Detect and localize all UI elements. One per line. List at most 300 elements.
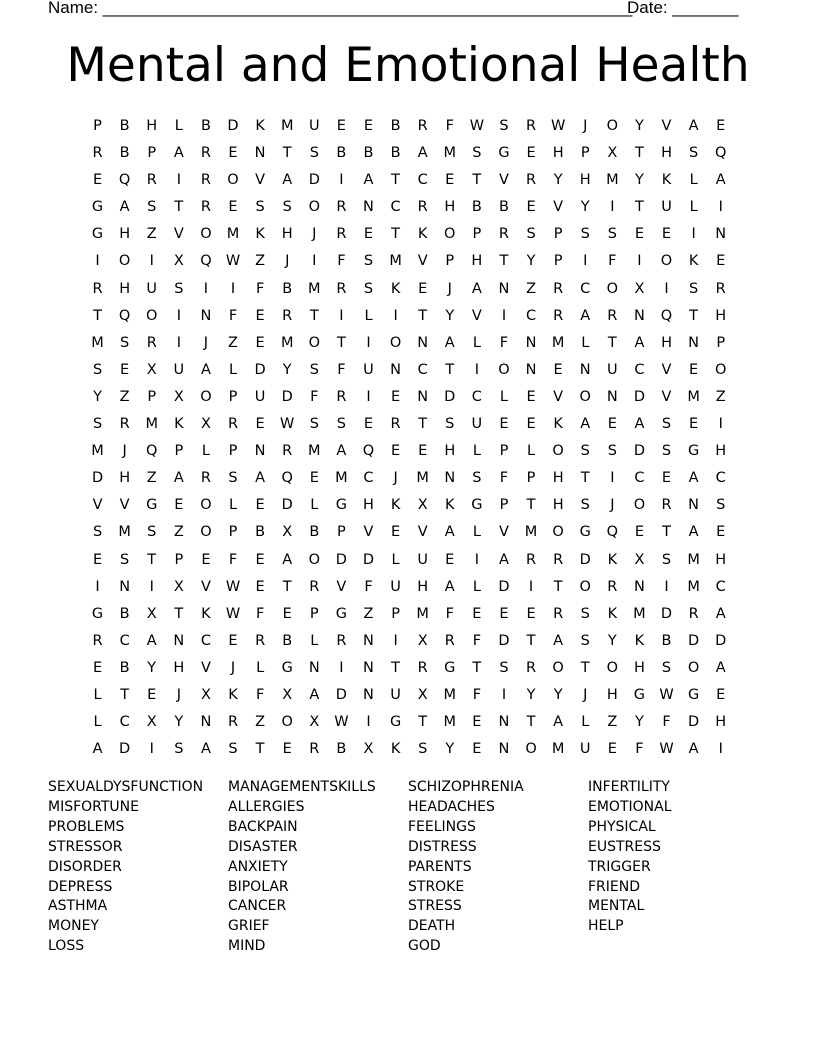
word-bank bbox=[48, 778, 768, 957]
grid-letter: E bbox=[255, 497, 265, 514]
grid-letter: K bbox=[201, 605, 211, 622]
word-bank-item: STRESSOR bbox=[48, 838, 123, 855]
grid-letter: K bbox=[445, 497, 455, 514]
grid-letter: M bbox=[91, 334, 104, 351]
grid-letter: R bbox=[715, 280, 726, 297]
grid-letter: N bbox=[417, 334, 429, 351]
grid-letter: L bbox=[472, 524, 481, 541]
grid-letter: M bbox=[606, 172, 619, 189]
letter-grid bbox=[84, 113, 734, 763]
grid-row bbox=[84, 709, 734, 736]
grid-letter: Q bbox=[362, 443, 375, 460]
grid-letter: V bbox=[255, 172, 266, 189]
grid-letter: X bbox=[146, 361, 157, 378]
grid-letter: L bbox=[364, 307, 373, 324]
grid-letter: M bbox=[524, 524, 538, 541]
grid-row bbox=[84, 682, 734, 709]
grid-letter: I bbox=[501, 307, 507, 324]
grid-letter: M bbox=[280, 334, 294, 351]
grid-letter: C bbox=[471, 388, 482, 405]
grid-letter: O bbox=[308, 551, 320, 568]
grid-letter: O bbox=[281, 714, 293, 731]
grid-letter: R bbox=[390, 416, 401, 433]
grid-letter: A bbox=[200, 361, 211, 378]
grid-letter: C bbox=[634, 470, 645, 487]
grid-letter: H bbox=[633, 659, 645, 676]
grid-letter: R bbox=[444, 632, 455, 649]
grid-letter: S bbox=[580, 632, 590, 649]
grid-letter: E bbox=[255, 307, 265, 324]
grid-letter: H bbox=[552, 145, 564, 162]
word-bank-item: MONEY bbox=[48, 918, 99, 935]
grid-letter: U bbox=[607, 361, 618, 378]
page-title: Mental and Emotional Health bbox=[66, 38, 750, 93]
grid-letter: K bbox=[688, 253, 699, 270]
grid-letter: L bbox=[310, 632, 319, 649]
grid-letter: H bbox=[715, 551, 727, 568]
word-bank-item: PARENTS bbox=[408, 858, 472, 875]
grid-letter: T bbox=[634, 145, 644, 162]
grid-letter: P bbox=[174, 443, 184, 460]
grid-letter: R bbox=[417, 118, 428, 134]
grid-letter: W bbox=[280, 416, 295, 433]
grid-letter: E bbox=[309, 470, 319, 487]
grid-row bbox=[84, 655, 734, 682]
grid-letter: K bbox=[553, 416, 563, 433]
grid-letter: E bbox=[716, 118, 726, 134]
grid-letter: V bbox=[661, 118, 672, 134]
grid-letter: B bbox=[119, 659, 130, 676]
grid-letter: T bbox=[607, 334, 617, 351]
grid-letter: S bbox=[309, 416, 319, 433]
grid-letter: I bbox=[501, 686, 507, 703]
grid-letter: I bbox=[149, 253, 154, 270]
grid-row bbox=[84, 519, 734, 546]
word-column bbox=[408, 778, 588, 957]
grid-letter: I bbox=[474, 361, 479, 378]
grid-letter: X bbox=[282, 686, 293, 703]
grid-letter: Y bbox=[93, 388, 102, 405]
grid-letter: E bbox=[526, 388, 536, 405]
grid-letter: L bbox=[310, 497, 319, 514]
grid-letter: R bbox=[309, 578, 320, 595]
grid-letter: M bbox=[687, 578, 700, 595]
word-column bbox=[48, 778, 228, 957]
grid-letter: G bbox=[91, 226, 104, 243]
grid-letter: D bbox=[281, 497, 293, 514]
word-bank-item: FRIEND bbox=[588, 878, 641, 895]
grid-letter: M bbox=[443, 145, 457, 162]
grid-row bbox=[84, 465, 734, 492]
grid-letter: X bbox=[309, 714, 320, 731]
grid-letter: T bbox=[282, 578, 292, 595]
grid-letter: O bbox=[579, 388, 591, 405]
grid-letter: M bbox=[118, 524, 131, 541]
grid-letter: B bbox=[282, 632, 293, 649]
grid-letter: S bbox=[580, 497, 590, 514]
grid-letter: O bbox=[444, 226, 456, 243]
grid-letter: S bbox=[309, 361, 319, 378]
grid-letter: Y bbox=[553, 172, 563, 189]
grid-letter: R bbox=[498, 226, 509, 243]
grid-letter: R bbox=[661, 497, 672, 514]
grid-letter: J bbox=[230, 659, 236, 676]
grid-letter: E bbox=[445, 172, 455, 189]
grid-letter: V bbox=[200, 659, 211, 676]
grid-letter: R bbox=[553, 280, 564, 297]
grid-letter: V bbox=[119, 497, 130, 514]
grid-letter: S bbox=[174, 280, 184, 297]
grid-letter: L bbox=[391, 551, 400, 568]
grid-letter: I bbox=[312, 253, 317, 270]
grid-letter: I bbox=[637, 253, 642, 270]
grid-letter: K bbox=[228, 686, 238, 703]
grid-letter: E bbox=[661, 226, 672, 243]
grid-letter: K bbox=[607, 605, 618, 622]
grid-letter: O bbox=[552, 659, 564, 676]
grid-letter: H bbox=[444, 199, 456, 216]
grid-letter: E bbox=[147, 686, 157, 703]
grid-letter: E bbox=[255, 578, 265, 595]
grid-letter: P bbox=[526, 470, 536, 487]
grid-letter: F bbox=[364, 578, 373, 595]
date-field: Date: _______ bbox=[627, 0, 739, 17]
grid-letter: I bbox=[718, 741, 723, 758]
grid-letter: R bbox=[200, 145, 211, 162]
grid-letter: L bbox=[472, 443, 481, 460]
grid-letter: N bbox=[363, 659, 374, 676]
grid-row bbox=[84, 194, 734, 221]
grid-letter: V bbox=[553, 388, 564, 405]
grid-letter: B bbox=[282, 280, 293, 297]
grid-row bbox=[84, 221, 734, 248]
grid-letter: T bbox=[418, 416, 428, 433]
grid-letter: G bbox=[579, 524, 591, 541]
grid-letter: G bbox=[687, 443, 700, 460]
grid-letter: M bbox=[91, 443, 104, 460]
grid-letter: K bbox=[607, 551, 618, 568]
grid-letter: I bbox=[339, 172, 344, 189]
grid-letter: S bbox=[255, 199, 265, 216]
grid-letter: C bbox=[715, 470, 726, 487]
grid-letter: X bbox=[146, 714, 157, 731]
grid-letter: H bbox=[444, 443, 456, 460]
grid-letter: G bbox=[389, 714, 402, 731]
grid-letter: Q bbox=[118, 307, 131, 324]
grid-letter: M bbox=[308, 280, 321, 297]
grid-letter: F bbox=[337, 361, 346, 378]
grid-letter: T bbox=[526, 714, 536, 731]
grid-letter: M bbox=[308, 443, 321, 460]
grid-letter: X bbox=[634, 280, 645, 297]
grid-letter: F bbox=[472, 632, 482, 649]
grid-letter: T bbox=[634, 199, 644, 216]
grid-letter: X bbox=[173, 388, 184, 405]
grid-letter: P bbox=[309, 605, 319, 622]
grid-letter: B bbox=[498, 199, 509, 216]
word-bank-item: MISFORTUNE bbox=[48, 798, 139, 815]
grid-letter: O bbox=[552, 443, 564, 460]
grid-letter: D bbox=[498, 632, 510, 649]
grid-letter: A bbox=[444, 334, 455, 351]
grid-letter: H bbox=[715, 714, 727, 731]
grid-letter: T bbox=[174, 199, 184, 216]
grid-letter: I bbox=[95, 253, 100, 270]
grid-letter: R bbox=[417, 199, 428, 216]
grid-letter: D bbox=[688, 632, 700, 649]
grid-letter: E bbox=[689, 416, 699, 433]
grid-letter: R bbox=[553, 551, 564, 568]
grid-letter: X bbox=[146, 605, 157, 622]
word-bank-item: DEATH bbox=[408, 918, 456, 935]
grid-letter: C bbox=[200, 632, 211, 649]
grid-letter: C bbox=[525, 307, 537, 324]
grid-letter: Y bbox=[526, 253, 536, 270]
grid-letter: J bbox=[583, 686, 588, 703]
word-bank-item: ANXIETY bbox=[228, 858, 288, 875]
grid-letter: B bbox=[363, 145, 374, 162]
grid-letter: F bbox=[445, 118, 454, 134]
word-bank-item: GRIEF bbox=[228, 918, 270, 935]
grid-letter: O bbox=[552, 524, 564, 541]
grid-letter: D bbox=[335, 686, 347, 703]
grid-letter: R bbox=[553, 307, 564, 324]
grid-letter: S bbox=[499, 118, 509, 134]
grid-letter: B bbox=[200, 118, 211, 134]
grid-letter: N bbox=[308, 659, 320, 676]
grid-letter: S bbox=[689, 280, 699, 297]
grid-letter: I bbox=[474, 551, 479, 568]
grid-letter: V bbox=[661, 388, 672, 405]
grid-letter: T bbox=[526, 497, 536, 514]
grid-letter: P bbox=[553, 226, 563, 243]
grid-letter: N bbox=[688, 497, 700, 514]
grid-letter: D bbox=[227, 118, 239, 134]
grid-letter: A bbox=[715, 172, 726, 189]
grid-letter: K bbox=[634, 632, 645, 649]
grid-letter: D bbox=[579, 551, 591, 568]
grid-letter: H bbox=[579, 172, 591, 189]
grid-letter: S bbox=[661, 659, 672, 676]
grid-letter: K bbox=[255, 118, 265, 134]
grid-letter: N bbox=[715, 226, 727, 243]
grid-letter: G bbox=[687, 686, 700, 703]
grid-letter: O bbox=[118, 253, 131, 270]
grid-letter: Z bbox=[255, 714, 266, 731]
grid-letter: F bbox=[635, 741, 644, 758]
grid-letter: R bbox=[336, 199, 347, 216]
grid-letter: E bbox=[390, 524, 401, 541]
grid-letter: F bbox=[228, 307, 238, 324]
grid-letter: P bbox=[337, 524, 346, 541]
grid-letter: E bbox=[689, 361, 699, 378]
word-bank-item: SEXUALDYSFUNCTION bbox=[48, 779, 204, 795]
grid-letter: N bbox=[390, 361, 401, 378]
grid-letter: R bbox=[92, 145, 103, 162]
grid-letter: S bbox=[526, 226, 536, 243]
grid-row bbox=[84, 736, 734, 763]
grid-letter: G bbox=[498, 145, 510, 162]
grid-letter: E bbox=[174, 497, 184, 514]
grid-letter: M bbox=[551, 741, 565, 758]
grid-letter: A bbox=[634, 416, 645, 433]
grid-letter: H bbox=[552, 470, 564, 487]
grid-letter: M bbox=[443, 686, 457, 703]
grid-letter: I bbox=[149, 578, 154, 595]
word-bank-item: DISORDER bbox=[48, 858, 122, 875]
grid-letter: H bbox=[715, 307, 727, 324]
grid-letter: A bbox=[119, 199, 130, 216]
grid-letter: Z bbox=[363, 605, 374, 622]
grid-letter: F bbox=[337, 253, 346, 270]
grid-letter: T bbox=[147, 551, 157, 568]
grid-letter: B bbox=[255, 524, 266, 541]
grid-letter: E bbox=[526, 199, 536, 216]
grid-letter: E bbox=[363, 118, 374, 134]
grid-letter: H bbox=[552, 497, 564, 514]
grid-letter: A bbox=[553, 714, 564, 731]
grid-letter: T bbox=[93, 307, 102, 324]
grid-letter: V bbox=[417, 524, 428, 541]
word-bank-item: BIPOLAR bbox=[228, 878, 289, 895]
grid-letter: E bbox=[634, 524, 644, 541]
grid-letter: T bbox=[689, 307, 699, 324]
grid-letter: V bbox=[200, 578, 211, 595]
grid-letter: F bbox=[228, 551, 238, 568]
grid-letter: A bbox=[471, 280, 482, 297]
grid-letter: T bbox=[580, 659, 590, 676]
grid-letter: G bbox=[633, 686, 646, 703]
grid-letter: R bbox=[92, 280, 103, 297]
grid-letter: E bbox=[526, 416, 536, 433]
grid-letter: V bbox=[471, 307, 482, 324]
grid-letter: I bbox=[583, 253, 588, 270]
grid-letter: R bbox=[607, 307, 618, 324]
grid-letter: K bbox=[661, 172, 672, 189]
grid-letter: I bbox=[393, 632, 398, 649]
grid-row bbox=[84, 411, 734, 438]
grid-row bbox=[84, 574, 734, 601]
grid-letter: P bbox=[553, 253, 563, 270]
grid-letter: N bbox=[444, 470, 456, 487]
grid-letter: X bbox=[417, 632, 428, 649]
grid-letter: L bbox=[93, 714, 102, 731]
grid-letter: E bbox=[201, 551, 211, 568]
name-field: Name: ________________________________________________________ bbox=[48, 0, 633, 17]
grid-letter: Q bbox=[281, 470, 293, 487]
grid-letter: D bbox=[308, 172, 320, 189]
grid-letter: U bbox=[308, 118, 320, 134]
grid-letter: E bbox=[120, 361, 130, 378]
grid-letter: X bbox=[417, 497, 428, 514]
grid-letter: H bbox=[715, 443, 727, 460]
grid-letter: R bbox=[526, 172, 537, 189]
grid-letter: O bbox=[227, 172, 239, 189]
grid-letter: R bbox=[227, 416, 239, 433]
grid-letter: R bbox=[688, 605, 699, 622]
grid-letter: S bbox=[228, 741, 238, 758]
grid-letter: V bbox=[336, 578, 347, 595]
grid-letter: D bbox=[91, 470, 104, 487]
grid-row bbox=[84, 547, 734, 574]
grid-letter: S bbox=[580, 226, 590, 243]
word-bank-item: GOD bbox=[408, 938, 441, 955]
grid-letter: L bbox=[581, 714, 590, 731]
grid-letter: E bbox=[607, 741, 617, 758]
grid-letter: S bbox=[580, 605, 590, 622]
grid-letter: E bbox=[526, 605, 536, 622]
grid-letter: D bbox=[362, 551, 375, 568]
grid-letter: H bbox=[606, 686, 618, 703]
grid-letter: J bbox=[312, 226, 317, 243]
grid-letter: N bbox=[579, 361, 591, 378]
grid-letter: U bbox=[390, 578, 401, 595]
grid-letter: J bbox=[447, 280, 452, 297]
grid-letter: O bbox=[498, 361, 510, 378]
grid-letter: N bbox=[363, 199, 374, 216]
grid-letter: X bbox=[282, 524, 293, 541]
grid-letter: O bbox=[579, 578, 591, 595]
grid-letter: I bbox=[203, 280, 209, 297]
grid-letter: E bbox=[499, 416, 509, 433]
grid-letter: A bbox=[580, 307, 591, 324]
grid-letter: F bbox=[499, 334, 509, 351]
grid-letter: A bbox=[173, 470, 184, 487]
grid-letter: J bbox=[583, 118, 588, 134]
grid-letter: B bbox=[471, 199, 482, 216]
grid-row bbox=[84, 384, 734, 411]
grid-letter: T bbox=[255, 741, 265, 758]
grid-letter: C bbox=[417, 172, 428, 189]
grid-letter: S bbox=[363, 253, 374, 270]
grid-letter: E bbox=[553, 361, 563, 378]
grid-letter: P bbox=[499, 443, 509, 460]
grid-letter: S bbox=[580, 443, 590, 460]
grid-letter: Z bbox=[255, 253, 266, 270]
grid-letter: H bbox=[471, 253, 483, 270]
grid-letter: G bbox=[444, 659, 456, 676]
grid-letter: Y bbox=[147, 659, 157, 676]
grid-letter: O bbox=[606, 659, 619, 676]
grid-letter: I bbox=[149, 741, 154, 758]
grid-letter: E bbox=[418, 280, 428, 297]
grid-letter: T bbox=[472, 172, 482, 189]
grid-letter: V bbox=[363, 524, 374, 541]
grid-letter: Q bbox=[606, 524, 619, 541]
grid-letter: I bbox=[339, 659, 344, 676]
grid-letter: I bbox=[691, 226, 696, 243]
grid-letter: X bbox=[173, 253, 184, 270]
grid-letter: E bbox=[363, 416, 374, 433]
grid-letter: S bbox=[716, 497, 726, 514]
grid-letter: O bbox=[200, 226, 212, 243]
grid-letter: D bbox=[281, 388, 293, 405]
grid-letter: M bbox=[145, 416, 158, 433]
grid-letter: Y bbox=[553, 686, 563, 703]
grid-letter: D bbox=[444, 388, 456, 405]
grid-letter: E bbox=[92, 172, 103, 189]
grid-letter: G bbox=[146, 497, 158, 514]
grid-letter: I bbox=[230, 280, 236, 297]
grid-letter: E bbox=[282, 741, 292, 758]
grid-row bbox=[84, 276, 734, 303]
grid-letter: W bbox=[659, 741, 674, 758]
grid-letter: Y bbox=[526, 686, 536, 703]
word-bank-item: DEPRESS bbox=[48, 878, 113, 895]
grid-letter: S bbox=[363, 280, 374, 297]
grid-letter: T bbox=[120, 686, 130, 703]
grid-letter: Q bbox=[200, 253, 212, 270]
